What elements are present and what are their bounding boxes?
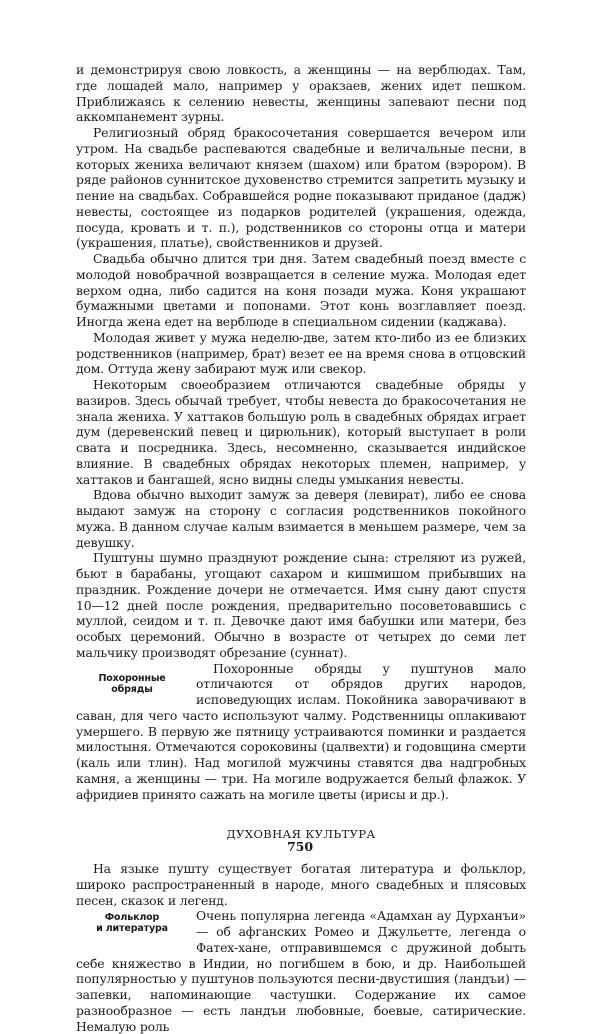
body-text <box>76 62 526 1034</box>
side-heading-folklore <box>76 912 188 934</box>
section-heading: ДУХОВНАЯ КУЛЬТУРА <box>226 827 376 842</box>
paragraph-funeral: Похоронные обряды у пуштунов мало отличаются от обрядов других народов, исповедующих ислам. Покойника заворачивают в саван, для чего часто используют чалму. Родственницы оплакивают умершего. В первую же пятницу устраиваются поминки и раздается милостыня. Отмечаются сороковины (цалвехти) и годовщина смерти (каль или тлин). Над могилой мужчины ставятся два надгробных камня, а женщины — три. На могиле водружается белый флажок. У афридиев принято сажать на могиле цветы (ирисы и др.). <box>76 660 526 802</box>
side-heading-funeral-line2: обряды <box>111 683 153 695</box>
side-heading-funeral-line1: Похоронные <box>98 672 166 684</box>
paragraph-widow: Вдова обычно выходит замуж за деверя (левират), либо ее снова выдают замуж на сторону с согласия родственников покойного мужа. В данном случае калым взимается в меньшем размере, чем за девушку. <box>76 487 526 550</box>
paragraph-folklore: Очень популярна легенда «Адамхан ау Дурханъи» — об афганских Ромео и Джульетте, легенда о Фатех-хане, отправившемся с дружиной добыть себе княжество в Индии, но погибшем в бою, и др. Наибольшей популярностью у пуштунов пользуются песни-двустишия (ландъи) — запевки, напоминающие частушки. Содержание их самое разнообразное — есть ландъи любовные, боевые, сатирические. Немалую роль <box>76 908 526 1034</box>
page-number: 750 <box>286 839 314 854</box>
paragraph-birth: Пуштуны шумно празднуют рождение сына: стреляют из ружей, бьют в барабаны, угощают сахаром и кишмишом прибывших на праздник. Рождение дочери не отмечается. Имя сыну дают спустя 10—12 дней после рождения, предварительно посоветовавшись с муллой, сеидом и т. п. Девочке дают имя бабушки или матери, без особых церемоний. Обычно в возрасте от четырех до семи лет мальчику производят обрезание (суннат). <box>76 550 526 660</box>
paragraph-wedding-procession: и демонстрируя свою ловкость, а женщины — на верблюдах. Там, где лошадей мало, например у оракзаев, жених идет пешком. Приближаясь к селению невесты, женщины запевают песни под аккомпанемент зурны. <box>76 62 526 125</box>
side-heading-funeral <box>76 673 188 695</box>
paragraph-section-intro: На языке пушту существует богатая литература и фольклор, широко распространенный в народе, много свадебных и плясовых песен, сказок и легенд. <box>76 861 526 908</box>
paragraph-wedding-duration: Свадьба обычно длится три дня. Затем свадебный поезд вместе с молодой новобрачной возвращается в селение мужа. Молодая едет верхом одна, либо садится на коня позади мужа. Коня украшают бумажными цветами и попонами. Этот конь возглавляет поезд. Иногда жена едет на верблюде в специальном сидении (каджава). <box>76 251 526 329</box>
paragraph-waziri-customs: Некоторым своеобразием отличаются свадебные обряды у вазиров. Здесь обычай требует, чтобы невеста до бракосочетания не знала жениха. У хаттаков большую роль в свадебных обрядах играет дум (деревенский певец и цирюльник), который выступает в роли свата и посредника. Здесь, несомненно, сказывается индийское влияние. В свадебных обрядах некоторых племен, например, у хаттаков и бангашей, ясно видны следы умыкания невесты. <box>76 377 526 487</box>
paragraph-young-wife: Молодая живет у мужа неделю-две, затем кто-либо из ее близких родственников (например, брат) везет ее на время снова в отцовский дом. Оттуда жену забирают муж или свекор. <box>76 329 526 377</box>
side-heading-folklore-line1: Фольклор <box>104 912 160 924</box>
side-heading-folklore-line2: и литература <box>96 923 168 935</box>
paragraph-religious-rite: Религиозный обряд бракосочетания совершается вечером или утром. На свадьбе распеваются свадебные и величальные песни, в которых жениха величают князем (шахом) или братом (вэрором). В ряде районов суннитское духовенство стремится запретить музыку и пение на свадьбах. Собравшейся родне показывают приданое (дадж) невесты, состоящее из подарков родителей (украшения, одежда, посуда, кровать и т. п.), родственников со стороны отца и матери (украшения, платье), свойственников и друзей. <box>76 125 526 251</box>
